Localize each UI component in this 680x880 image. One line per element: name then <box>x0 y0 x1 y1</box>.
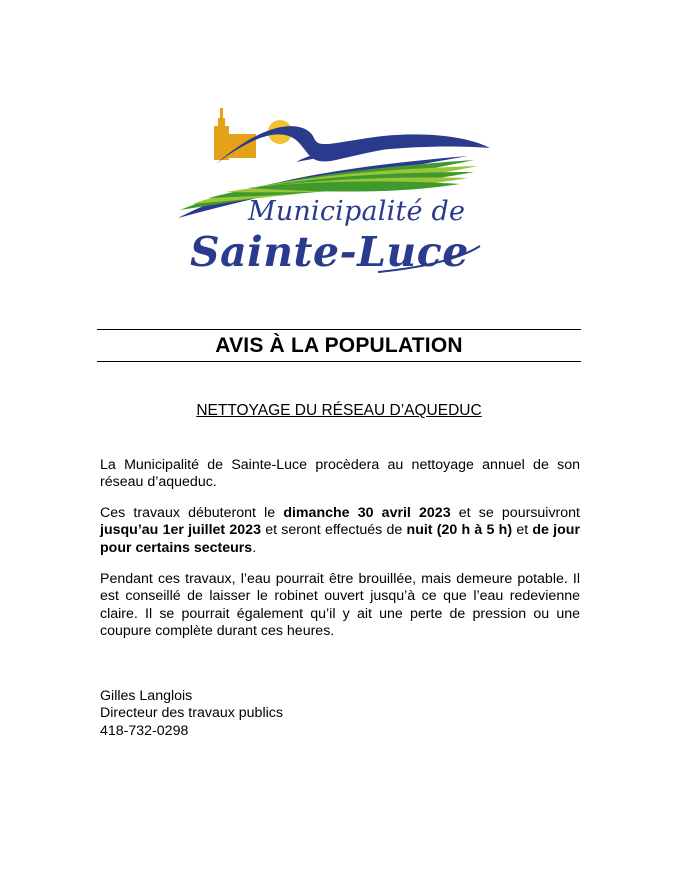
logo-line-sainte-luce: Sainte-Luce <box>190 228 469 276</box>
schedule-end-date: jusqu’au 1er juillet 2023 <box>100 522 261 539</box>
signature-name: Gilles Langlois <box>100 688 193 704</box>
schedule-text-3: et seront effectués de <box>260 522 407 539</box>
municipality-logo <box>168 100 498 285</box>
paragraph-warning: Pendant ces travaux, l’eau pourrait être brouillée, mais demeure potable. Il est conseillé de laisser le robinet ouvert jusqu’à ce que l’eau redevienne claire. Il se pourrait également qu’il y ait une perte de pression ou une coupure complète durant ces heures. <box>100 571 580 640</box>
signature-block <box>100 688 283 740</box>
schedule-day-sectors: de jour pour certains secteurs <box>100 522 580 556</box>
schedule-text-1: Ces travaux débuteront le <box>100 505 284 521</box>
title-bottom-rule <box>97 361 581 362</box>
schedule-night-hours: nuit (20 h à 5 h) <box>406 522 513 539</box>
paragraph-schedule <box>100 505 580 557</box>
schedule-text-5: . <box>252 539 257 556</box>
schedule-text-4: et <box>512 522 533 539</box>
signature-phone: 418-732-0298 <box>100 722 189 739</box>
notice-title: AVIS À LA POPULATION <box>215 334 463 357</box>
title-top-rule <box>97 329 581 330</box>
paragraph-intro: La Municipalité de Sainte-Luce procèdera au nettoyage annuel de son réseau d’aqueduc. <box>100 457 580 491</box>
schedule-text-2: et se poursuivront <box>450 505 580 521</box>
signature-role: Directeur des travaux publics <box>100 705 283 722</box>
logo-line-municipalite: Municipalité de <box>248 196 466 227</box>
schedule-start-date: dimanche 30 avril 2023 <box>283 505 451 521</box>
notice-subtitle: NETTOYAGE DU RÉSEAU D’AQUEDUC <box>196 402 482 419</box>
